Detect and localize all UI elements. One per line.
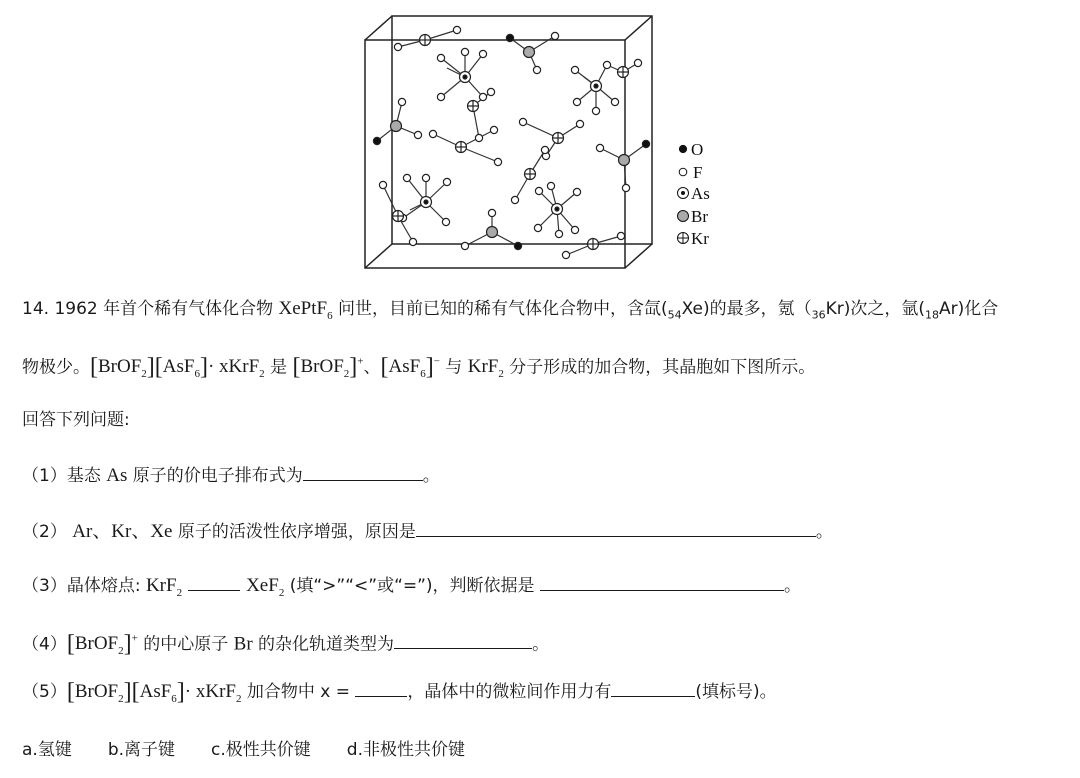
formula-adduct: [BrOF$_2$][AsF$_6$]· xKrF$_2$ (90, 354, 265, 381)
option-d: d.非极性共价键 (346, 740, 465, 760)
kr-atoms (393, 35, 629, 250)
q3-reason-blank[interactable] (540, 574, 784, 591)
question-2: （2） Ar、Kr、Xe 原子的活泼性依序增强，原因是 。 (22, 521, 833, 542)
legend-f-symbol (679, 168, 687, 176)
q5-forces-blank[interactable] (611, 680, 695, 697)
legend-kr-symbol (678, 233, 689, 244)
option-c: c.极性共价键 (211, 740, 311, 760)
cell-box (365, 16, 652, 268)
prompt-text: 回答下列问题: (22, 410, 130, 430)
q3-compare-blank[interactable] (188, 574, 240, 591)
question-4: （4）[BrOF$_2$]+ 的中心原子 Br 的杂化轨道类型为 。 (22, 631, 550, 658)
question-intro-line-2: 物极少。[BrOF$_2$][AsF$_6$]· xKrF$_2$ 是 [BrOF$_2$]+、[AsF$_6$]− 与 KrF$_2$ 分子形成的加合物，其晶胞如下图所示。 (22, 354, 816, 381)
answer-options (22, 738, 501, 762)
legend-o-symbol (679, 145, 686, 152)
legend-br-symbol (678, 211, 689, 222)
question-1: （1）基态 As 原子的价电子排布式为 。 (22, 465, 440, 486)
q5-x-blank[interactable] (355, 680, 407, 697)
option-a: a.氢键 (22, 740, 72, 760)
legend-f-label: F (693, 163, 703, 182)
formula-krf2: KrF$_2$ (467, 356, 504, 381)
q2-answer-blank[interactable] (416, 520, 816, 537)
formula-asf6-anion: [AsF$_6$]− (380, 354, 440, 381)
crystal-cell-figure (355, 10, 735, 272)
q4-answer-blank[interactable] (394, 632, 532, 649)
question-5: （5）[BrOF$_2$][AsF$_6$]· xKrF$_2$ 加合物中 x = ，晶体中的微粒间作用力有 (填标号)。 (22, 679, 777, 705)
legend-as-label: As (691, 184, 710, 203)
legend (678, 140, 710, 248)
question-intro-line-1: 14. 1962 年首个稀有气体化合物 XePtF$_6$ 问世，目前已知的稀有气体化合物中，含氙$(_{54}Xe)$的最多，氪$(_{36}Kr)$次之，氩$(_{18}Ar)$化合 (22, 298, 999, 322)
legend-o-label: O (691, 140, 704, 159)
legend-br-label: Br (691, 207, 708, 226)
q1-answer-blank[interactable] (303, 464, 423, 481)
formula-xeptf6: XePtF$_6$ (278, 298, 333, 322)
legend-kr-label: Kr (691, 229, 709, 248)
atoms (373, 26, 649, 258)
option-b: b.离子键 (107, 740, 176, 760)
question-3: （3）晶体熔点: KrF$_2$ XeF$_2$ (填“>”“<”或“=”)，判断依据是 。 (22, 575, 801, 599)
formula-brof2-cation: [BrOF$_2$]+ (292, 354, 364, 381)
